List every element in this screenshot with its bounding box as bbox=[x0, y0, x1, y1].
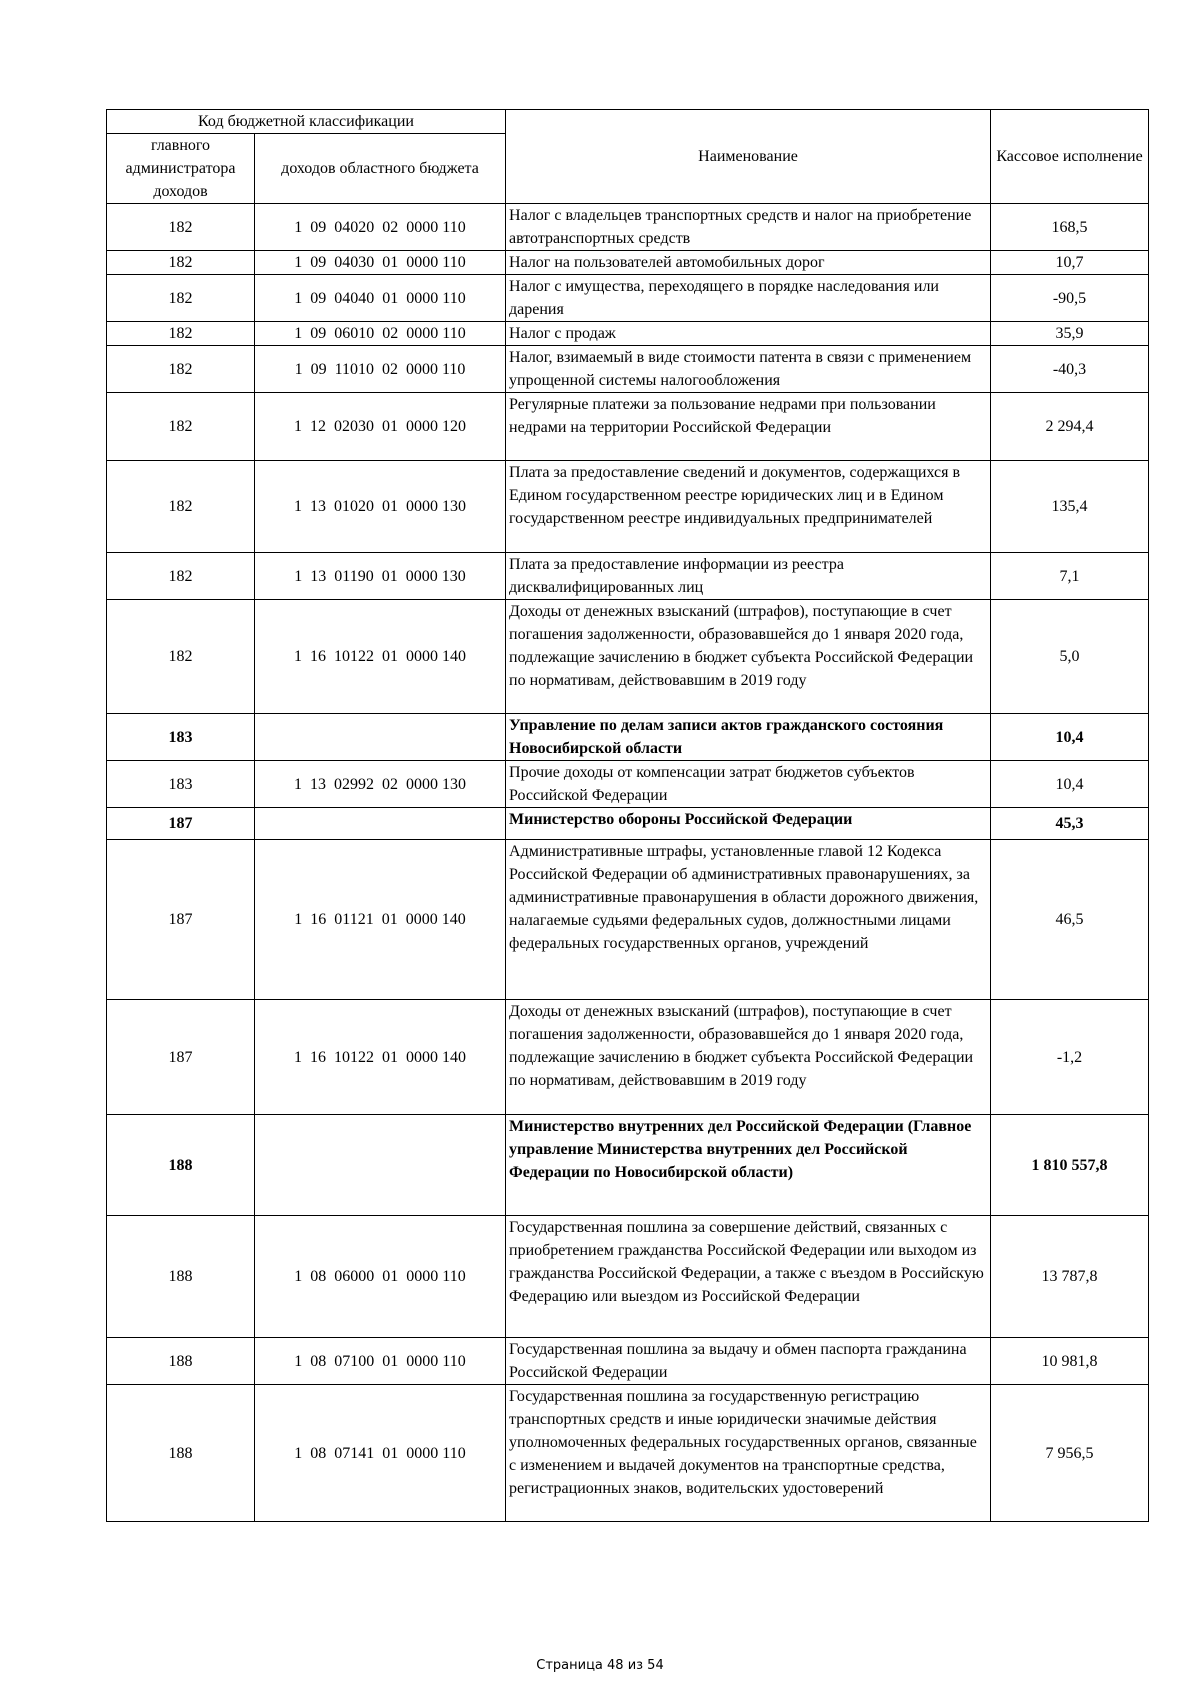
table-row bbox=[107, 251, 1149, 275]
amount-cell: 13 787,8 bbox=[991, 1216, 1149, 1338]
amount-cell: 168,5 bbox=[991, 204, 1149, 251]
table-row-section bbox=[107, 714, 1149, 761]
income-code-cell: 1 09 11010 02 0000 110 bbox=[255, 346, 506, 393]
name-cell: Плата за предоставление сведений и документов, содержащихся в Едином государственном реестре юридических лиц и в Едином государственном реестре индивидуальных предпринимателей bbox=[506, 461, 991, 553]
header-name: Наименование bbox=[506, 110, 991, 204]
name-cell: Доходы от денежных взысканий (штрафов), поступающие в счет погашения задолженности, образовавшейся до 1 января 2020 года, подлежащие зачислению в бюджет субъекта Российской Федерации по нормативам, действовавшим в 2019 году bbox=[506, 1000, 991, 1115]
table-row bbox=[107, 553, 1149, 600]
table-row bbox=[107, 840, 1149, 1000]
amount-cell: 10,7 bbox=[991, 251, 1149, 275]
amount-cell: 1 810 557,8 bbox=[991, 1115, 1149, 1216]
admin-code-cell: 182 bbox=[107, 204, 255, 251]
table-row bbox=[107, 275, 1149, 322]
table-row bbox=[107, 322, 1149, 346]
table-row bbox=[107, 461, 1149, 553]
amount-cell: 45,3 bbox=[991, 808, 1149, 840]
admin-code-cell: 182 bbox=[107, 346, 255, 393]
admin-code-cell: 187 bbox=[107, 1000, 255, 1115]
income-code-cell: 1 16 10122 01 0000 140 bbox=[255, 600, 506, 714]
amount-cell: -90,5 bbox=[991, 275, 1149, 322]
amount-cell: 10 981,8 bbox=[991, 1338, 1149, 1385]
name-cell: Плата за предоставление информации из реестра дисквалифицированных лиц bbox=[506, 553, 991, 600]
amount-cell: -1,2 bbox=[991, 1000, 1149, 1115]
name-cell: Налог с продаж bbox=[506, 322, 991, 346]
table-row bbox=[107, 1338, 1149, 1385]
table-row bbox=[107, 1385, 1149, 1522]
income-code-cell: 1 13 01190 01 0000 130 bbox=[255, 553, 506, 600]
table-row bbox=[107, 393, 1149, 461]
name-cell: Министерство обороны Российской Федерации bbox=[506, 808, 991, 840]
amount-cell: 35,9 bbox=[991, 322, 1149, 346]
admin-code-cell: 187 bbox=[107, 808, 255, 840]
admin-code-cell: 188 bbox=[107, 1385, 255, 1522]
admin-code-cell: 182 bbox=[107, 553, 255, 600]
budget-table bbox=[106, 109, 1149, 1522]
name-cell: Государственная пошлина за выдачу и обмен паспорта гражданина Российской Федерации bbox=[506, 1338, 991, 1385]
table-row bbox=[107, 204, 1149, 251]
header-code: доходов областного бюджета bbox=[255, 134, 506, 204]
page-number: Страница 48 из 54 bbox=[536, 1658, 664, 1673]
amount-cell: 46,5 bbox=[991, 840, 1149, 1000]
name-cell: Административные штрафы, установленные главой 12 Кодекса Российской Федерации об административных правонарушениях, за административные правонарушения в области дорожного движения, налагаемые судьями федеральных судов, должностными лицами федеральных государственных органов, учреждений bbox=[506, 840, 991, 1000]
amount-cell: 7,1 bbox=[991, 553, 1149, 600]
table-row-section bbox=[107, 1115, 1149, 1216]
admin-code-cell: 182 bbox=[107, 322, 255, 346]
table-row bbox=[107, 600, 1149, 714]
header-amount: Кассовое исполнение bbox=[991, 110, 1149, 204]
table-row bbox=[107, 1000, 1149, 1115]
admin-code-cell: 182 bbox=[107, 251, 255, 275]
income-code-cell: 1 08 07100 01 0000 110 bbox=[255, 1338, 506, 1385]
admin-code-cell: 182 bbox=[107, 600, 255, 714]
name-cell: Министерство внутренних дел Российской Федерации (Главное управление Министерства внутренних дел Российской Федерации по Новосибирской области) bbox=[506, 1115, 991, 1216]
income-code-cell: 1 13 01020 01 0000 130 bbox=[255, 461, 506, 553]
name-cell: Регулярные платежи за пользование недрами при пользовании недрами на территории Российской Федерации bbox=[506, 393, 991, 461]
admin-code-cell: 182 bbox=[107, 461, 255, 553]
table-body bbox=[107, 204, 1149, 1522]
admin-code-cell: 182 bbox=[107, 393, 255, 461]
admin-code-cell: 188 bbox=[107, 1338, 255, 1385]
amount-cell: 5,0 bbox=[991, 600, 1149, 714]
name-cell: Государственная пошлина за совершение действий, связанных с приобретением гражданства Российской Федерации или выходом из гражданства Российской Федерации, а также с въездом в Российскую Федерацию или выездом из Российской Федерации bbox=[506, 1216, 991, 1338]
income-code-cell bbox=[255, 1115, 506, 1216]
income-code-cell: 1 09 04040 01 0000 110 bbox=[255, 275, 506, 322]
admin-code-cell: 183 bbox=[107, 761, 255, 808]
amount-cell: 7 956,5 bbox=[991, 1385, 1149, 1522]
admin-code-cell: 188 bbox=[107, 1115, 255, 1216]
income-code-cell: 1 16 01121 01 0000 140 bbox=[255, 840, 506, 1000]
name-cell: Прочие доходы от компенсации затрат бюджетов субъектов Российской Федерации bbox=[506, 761, 991, 808]
income-code-cell: 1 09 06010 02 0000 110 bbox=[255, 322, 506, 346]
name-cell: Налог с владельцев транспортных средств и налог на приобретение автотранспортных средств bbox=[506, 204, 991, 251]
name-cell: Налог с имущества, переходящего в порядке наследования или дарения bbox=[506, 275, 991, 322]
name-cell: Доходы от денежных взысканий (штрафов), поступающие в счет погашения задолженности, образовавшейся до 1 января 2020 года, подлежащие зачислению в бюджет субъекта Российской Федерации по нормативам, действовавшим в 2019 году bbox=[506, 600, 991, 714]
name-cell: Налог на пользователей автомобильных дорог bbox=[506, 251, 991, 275]
table-row bbox=[107, 761, 1149, 808]
amount-cell: 2 294,4 bbox=[991, 393, 1149, 461]
income-code-cell bbox=[255, 808, 506, 840]
table-row bbox=[107, 346, 1149, 393]
income-code-cell bbox=[255, 714, 506, 761]
admin-code-cell: 182 bbox=[107, 275, 255, 322]
amount-cell: 135,4 bbox=[991, 461, 1149, 553]
name-cell: Управление по делам записи актов гражданского состояния Новосибирской области bbox=[506, 714, 991, 761]
table-row bbox=[107, 1216, 1149, 1338]
table-row-section bbox=[107, 808, 1149, 840]
name-cell: Государственная пошлина за государственную регистрацию транспортных средств и иные юридически значимые действия уполномоченных федеральных государственных органов, связанные с изменением и выдачей документов на транспортные средства, регистрационных знаков, водительских удостоверений bbox=[506, 1385, 991, 1522]
admin-code-cell: 187 bbox=[107, 840, 255, 1000]
amount-cell: 10,4 bbox=[991, 714, 1149, 761]
admin-code-cell: 188 bbox=[107, 1216, 255, 1338]
admin-code-cell: 183 bbox=[107, 714, 255, 761]
header-admin: главного администратора доходов bbox=[107, 134, 255, 204]
income-code-cell: 1 08 07141 01 0000 110 bbox=[255, 1385, 506, 1522]
income-code-cell: 1 09 04020 02 0000 110 bbox=[255, 204, 506, 251]
income-code-cell: 1 08 06000 01 0000 110 bbox=[255, 1216, 506, 1338]
income-code-cell: 1 16 10122 01 0000 140 bbox=[255, 1000, 506, 1115]
amount-cell: -40,3 bbox=[991, 346, 1149, 393]
header-budget-classification: Код бюджетной классификации bbox=[107, 110, 506, 134]
name-cell: Налог, взимаемый в виде стоимости патента в связи с применением упрощенной системы налогообложения bbox=[506, 346, 991, 393]
income-code-cell: 1 09 04030 01 0000 110 bbox=[255, 251, 506, 275]
income-code-cell: 1 13 02992 02 0000 130 bbox=[255, 761, 506, 808]
amount-cell: 10,4 bbox=[991, 761, 1149, 808]
income-code-cell: 1 12 02030 01 0000 120 bbox=[255, 393, 506, 461]
